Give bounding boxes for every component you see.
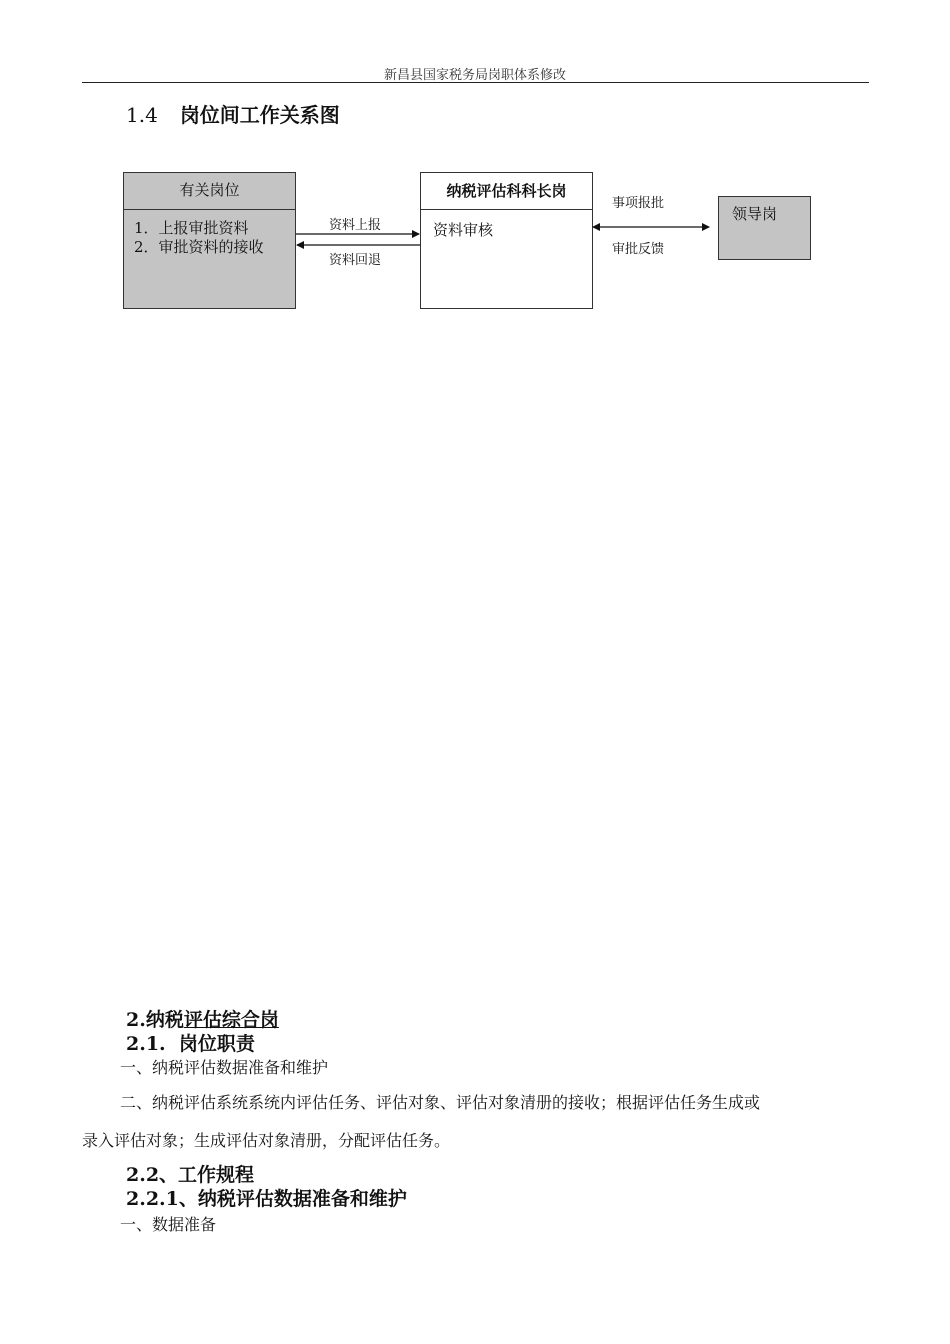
- section-number: 1.4: [126, 103, 158, 127]
- section-2-prefix: 2.纳税: [126, 1009, 184, 1031]
- leader-title: 领导岗: [732, 205, 778, 223]
- section-chief-title: 纳税评估科科长岗: [446, 182, 567, 200]
- list-item: 2．审批资料的接收: [134, 238, 264, 256]
- return-label: 资料回退: [329, 253, 382, 268]
- section-heading-2-1: 2.1. 岗位职责: [126, 1033, 255, 1055]
- related-positions-title: 有关岗位: [179, 181, 240, 199]
- step-item-1: 一、数据准备: [120, 1215, 217, 1234]
- section-title: 岗位间工作关系图: [179, 103, 340, 127]
- feedback-label: 审批反馈: [612, 242, 665, 257]
- list-item: 1．上报审批资料: [134, 219, 249, 237]
- section-heading-2-2-1: 2.2.1、纳税评估数据准备和维护: [126, 1188, 407, 1210]
- duty-item-2-line-1: 二、纳税评估系统系统内评估任务、评估对象、评估对象清册的接收；根据评估任务生成或: [120, 1093, 761, 1112]
- section-2-underlined: 评估综合岗: [183, 1009, 279, 1031]
- section-chief-body: 资料审核: [433, 221, 494, 239]
- page-header-title: 新昌县国家税务局岗职体系修改: [383, 68, 566, 83]
- duty-item-2-line-2: 录入评估对象；生成评估对象清册，分配评估任务。: [82, 1131, 451, 1150]
- duty-item-1: 一、纳税评估数据准备和维护: [120, 1058, 329, 1077]
- section-heading-2: [126, 1005, 279, 1032]
- submit-label: 资料上报: [329, 218, 382, 233]
- diagram-arrows: [0, 0, 950, 330]
- report-label: 事项报批: [612, 196, 665, 211]
- section-heading-2-2: 2.2、工作规程: [126, 1164, 255, 1186]
